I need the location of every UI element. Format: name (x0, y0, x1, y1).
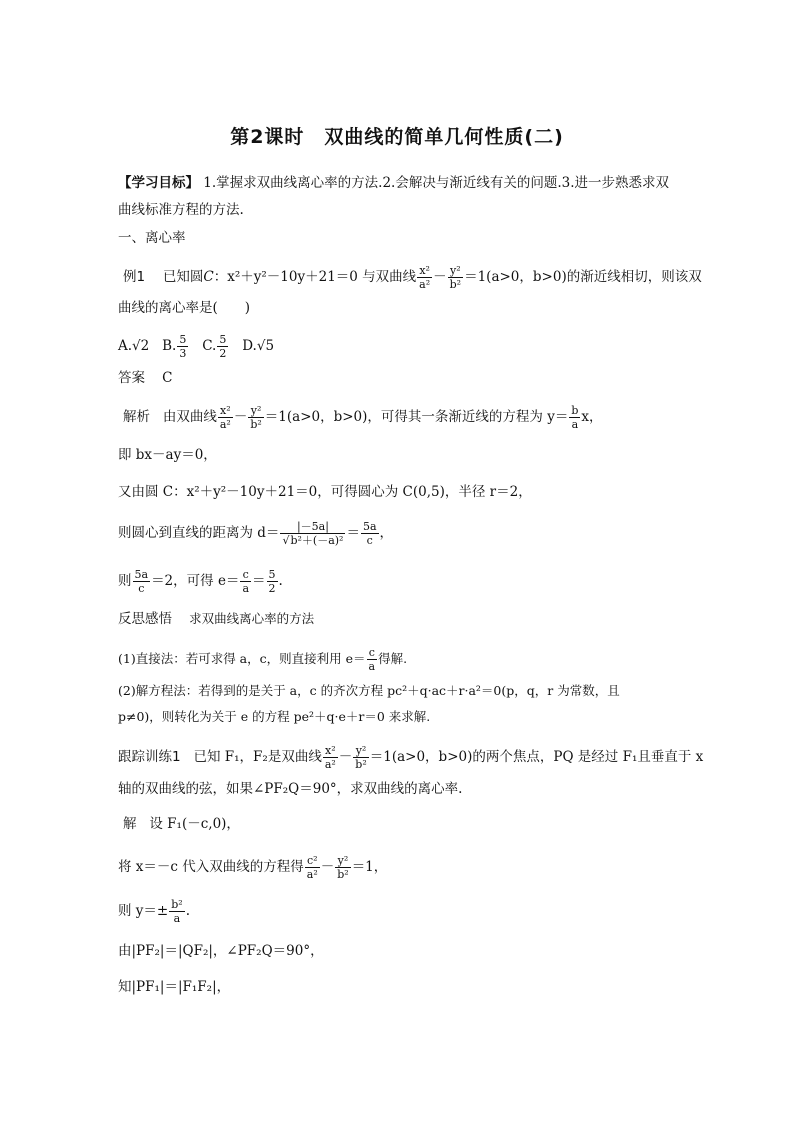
practice-1-line-1 (118, 744, 703, 771)
example-1-text-c: ＝1(a>0，b>0)的渐近线相切，则该双 (464, 269, 702, 285)
reflection-heading (118, 610, 314, 628)
learning-goals-label: 【学习目标】 (118, 175, 199, 191)
fraction-5-2: $\frac{5}{2}$ (268, 568, 276, 595)
learning-goals-line-1 (118, 174, 669, 192)
option-c-fraction: $\frac{5}{2}$ (219, 333, 227, 360)
solution-label: 解 (123, 816, 137, 832)
example-1-label: 例1 (123, 269, 146, 285)
reflection-label: 反思感悟 (118, 611, 172, 627)
section-heading-eccentricity: 一、离心率 (118, 230, 186, 246)
solution-line-2 (118, 854, 387, 881)
fraction-c-a: $\frac{c}{a}$ (368, 646, 376, 673)
reflection-point-2-line-1: (2)解方程法：若得到的是关于 a，c 的齐次方程 pc²＋q·ac＋r·a²＝0(p，q，r 为常数，且 (118, 683, 620, 698)
answer-value: C (162, 370, 173, 386)
practice-1-text-a: 已知 F₁，F₂是双曲线 (193, 749, 322, 765)
solution-text-1: 设 F₁(－c,0)， (149, 816, 240, 832)
analysis-text-1a: 由双曲线 (162, 409, 217, 425)
learning-goals-text-1: 1.掌握求双曲线离心率的方法.2.会解决与渐近线有关的问题.3.进一步熟悉求双 (203, 175, 670, 191)
distance-fraction: $\frac{|-5a|}{\text{√b²＋(－a)²}}$ (282, 520, 344, 547)
fraction-5a-c: $\frac{5a}{c}$ (134, 568, 149, 595)
minus-sign: － (338, 749, 353, 765)
analysis-text-1c: x， (581, 409, 603, 425)
example-1-text-b: ：x²＋y²－10y＋21＝0 与双曲线 (213, 269, 417, 285)
analysis-text-5b: ＝2，可得 e＝ (151, 573, 240, 589)
analysis-text-1b: ＝1(a>0，b>0)，可得其一条渐近线的方程为 y＝ (264, 409, 569, 425)
reflection-point-1-end: 得解. (378, 651, 408, 666)
reflection-point-2-line-2: p≠0)，则转化为关于 e 的方程 pe²＋q·e＋r＝0 来求解. (118, 709, 431, 724)
fraction-b-a: $\frac{b}{a}$ (571, 404, 579, 431)
example-1-text-a: 已知圆 (162, 269, 204, 285)
analysis-line-5 (118, 568, 283, 595)
solution-line-5: 知|PF₁|＝|F₁F₂|， (118, 979, 231, 995)
answer-label: 答案 (118, 370, 145, 386)
solution-line-3 (118, 898, 190, 925)
reflection-point-1-text: (1)直接法：若可求得 a，c，则直接利用 e＝ (118, 651, 366, 666)
solution-text-2b: ＝1， (351, 859, 388, 875)
answer-line (118, 369, 173, 387)
option-d: D.√5 (242, 338, 275, 354)
practice-1-text-b: ＝1(a>0，b>0)的两个焦点，PQ 是经过 F₁且垂直于 x (369, 749, 704, 765)
example-1-circle-name: C (203, 269, 214, 285)
analysis-line-1 (123, 404, 603, 431)
minus-sign: － (233, 409, 248, 425)
option-a: A.√2 (118, 338, 150, 354)
fraction-5a-c: $\frac{5a}{c}$ (362, 520, 377, 547)
example-1-line-2: 曲线的离心率是( ) (118, 300, 251, 316)
equals-sign: ＝ (252, 573, 266, 589)
practice-1-line-2: 轴的双曲线的弦，如果∠PF₂Q＝90°，求双曲线的离心率. (118, 781, 463, 797)
analysis-line-4 (118, 520, 393, 547)
option-b: B. (162, 338, 177, 354)
period: . (185, 903, 190, 919)
fraction-c2-a2: $\frac{\text{c²}}{\text{a²}}$ (306, 854, 318, 881)
minus-sign: － (433, 269, 447, 285)
example-1-options (118, 333, 274, 360)
equals-sign: ＝ (346, 525, 360, 541)
practice-1-label: 跟踪训练1 (118, 749, 181, 765)
fraction-c-a: $\frac{c}{a}$ (242, 568, 249, 595)
analysis-text-4c: ， (379, 525, 394, 541)
analysis-line-2: 即 bx－ay＝0， (118, 447, 217, 463)
analysis-text-5a: 则 (118, 573, 132, 589)
solution-text-3a: 则 y＝± (118, 903, 169, 919)
learning-goals-line-2: 曲线标准方程的方法. (118, 202, 244, 218)
period: . (278, 573, 283, 589)
fraction-x2-a2: $\frac{\text{x²}}{\text{a²}}$ (419, 264, 431, 291)
fraction-x2-a2: $\frac{\text{x²}}{\text{a²}}$ (324, 744, 336, 771)
solution-text-2a: 将 x＝－c 代入双曲线的方程得 (118, 859, 304, 875)
fraction-y2-b2: $\frac{\text{y²}}{\text{b²}}$ (250, 404, 262, 431)
solution-line-1 (123, 815, 240, 833)
fraction-y2-b2: $\frac{\text{y²}}{\text{b²}}$ (449, 264, 462, 291)
fraction-y2-b2: $\frac{\text{y²}}{\text{b²}}$ (355, 744, 367, 771)
option-b-fraction: $\frac{5}{3}$ (179, 333, 187, 360)
fraction-x2-a2: $\frac{\text{x²}}{\text{a²}}$ (219, 404, 231, 431)
example-1-line-1 (123, 264, 702, 291)
page-title: 第2课时 双曲线的简单几何性质(二) (230, 126, 564, 148)
fraction-b2-a: $\frac{\text{b²}}{a}$ (171, 898, 183, 925)
solution-line-4: 由|PF₂|＝|QF₂|，∠PF₂Q＝90°， (118, 943, 324, 959)
option-c: C. (202, 338, 217, 354)
minus-sign: － (320, 859, 335, 875)
fraction-y2-b2: $\frac{\text{y²}}{\text{b²}}$ (337, 854, 349, 881)
analysis-line-3: 又由圆 C：x²＋y²－10y＋21＝0，可得圆心为 C(0,5)，半径 r＝2， (118, 484, 532, 500)
reflection-point-1 (118, 646, 407, 673)
analysis-label: 解析 (123, 409, 150, 425)
analysis-text-4a: 则圆心到直线的距离为 d＝ (118, 525, 280, 541)
reflection-topic: 求双曲线离心率的方法 (189, 611, 315, 626)
